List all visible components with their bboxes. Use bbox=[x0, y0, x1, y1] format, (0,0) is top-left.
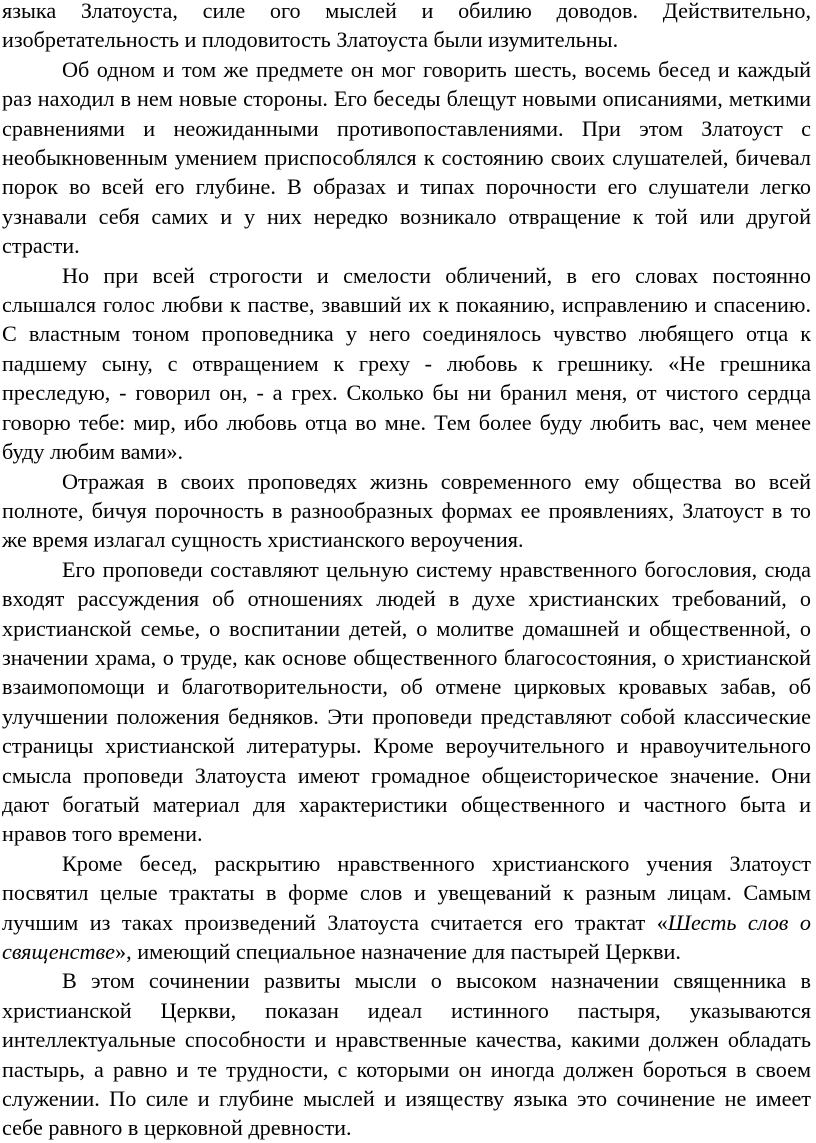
paragraph-5-text: Его проповеди составляют цельную систему нравственного богословия, сюда входят рассуждения об отношениях людей в духе христианских требований, о христианской семье, о воспитании детей, о молитве домашней и общественной, о значении храма, о труде, как основе общественного благосостояния, о христианской взаимопомощи и благотворительности, об отмене цирковых кровавых забав, об улучшении положения бедняков. Эти проповеди представляют собой классические страницы христианской литературы. Кроме вероучительного и нравоучительного смысла проповеди Златоуста имеют громадное общеисторическое значение. Они дают богатый материал для характеристики общественного и частного быта и нравов того времени. bbox=[2, 556, 811, 847]
paragraph-3 bbox=[2, 261, 811, 467]
paragraph-1 bbox=[2, 0, 811, 55]
paragraph-6-text-before-title: Кроме бесед, раскрытию нравственного христианского учения Златоуст посвятил целые трактаты в форме слов и увещеваний к разным лицам. Самым лучшим из таках произведений Златоуста считается его трактат « bbox=[2, 850, 811, 935]
paragraph-4 bbox=[2, 467, 811, 555]
paragraph-6-text-after-title: », имеющий специальное назначение для пастырей Церкви. bbox=[115, 939, 681, 964]
paragraph-2-text: Об одном и том же предмете он мог говорить шесть, восемь бесед и каждый раз находил в нем новые стороны. Его беседы блещут новыми описаниями, меткими сравнениями и неожиданными противопоставлениями. При этом Златоуст с необыкновенным умением приспособлялся к состоянию своих слушателей, бичевал порок во всей его глубине. В образах и типах порочности его слушатели легко узнавали себя самих и у них нередко возникало отвращение к той или другой страсти. bbox=[2, 56, 811, 259]
paragraph-5 bbox=[2, 555, 811, 849]
paragraph-3-text: Но при всей строгости и смелости обличений, в его словах постоянно слышался голос любви к пастве, звавший их к покаянию, исправлению и спасению. С властным тоном проповедника у него соединялось чувство любящего отца к падшему сыну, с отвращением к греху - любовь к грешнику. «Не грешника преследую, - говорил он, - а грех. Сколько бы ни бранил меня, от чистого сердца говорю тебе: мир, ибо любовь отца во мне. Тем более буду любить вас, чем менее буду любим вами». bbox=[2, 262, 811, 465]
paragraph-4-text: Отражая в своих проповедях жизнь современного ему общества во всей полноте, бичуя порочность в разнообразных формах ее проявлениях, Златоуст в то же время излагал сущность христианского вероучения. bbox=[2, 468, 811, 553]
treatise-title: Шесть слов о священстве bbox=[2, 909, 811, 964]
paragraph-7 bbox=[2, 966, 811, 1142]
paragraph-7-text: В этом сочинении развиты мысли о высоком назначении священника в христианской Церкви, показан идеал истинного пастыря, указываются интеллектуальные способности и нравственные качества, какими должен обладать пастырь, а равно и те трудности, с которыми он иногда должен бороться в своем служении. По силе и глубине мыслей и изяществу языка это сочинение не имеет себе равного в церковной древности. bbox=[2, 968, 811, 1141]
paragraph-1-text: языка Златоуста, силе ого мыслей и обилию доводов. Действительно, изобретательность и плодовитость Златоуста были изумительны. bbox=[2, 0, 811, 53]
paragraph-6 bbox=[2, 849, 811, 967]
paragraph-2 bbox=[2, 55, 811, 261]
